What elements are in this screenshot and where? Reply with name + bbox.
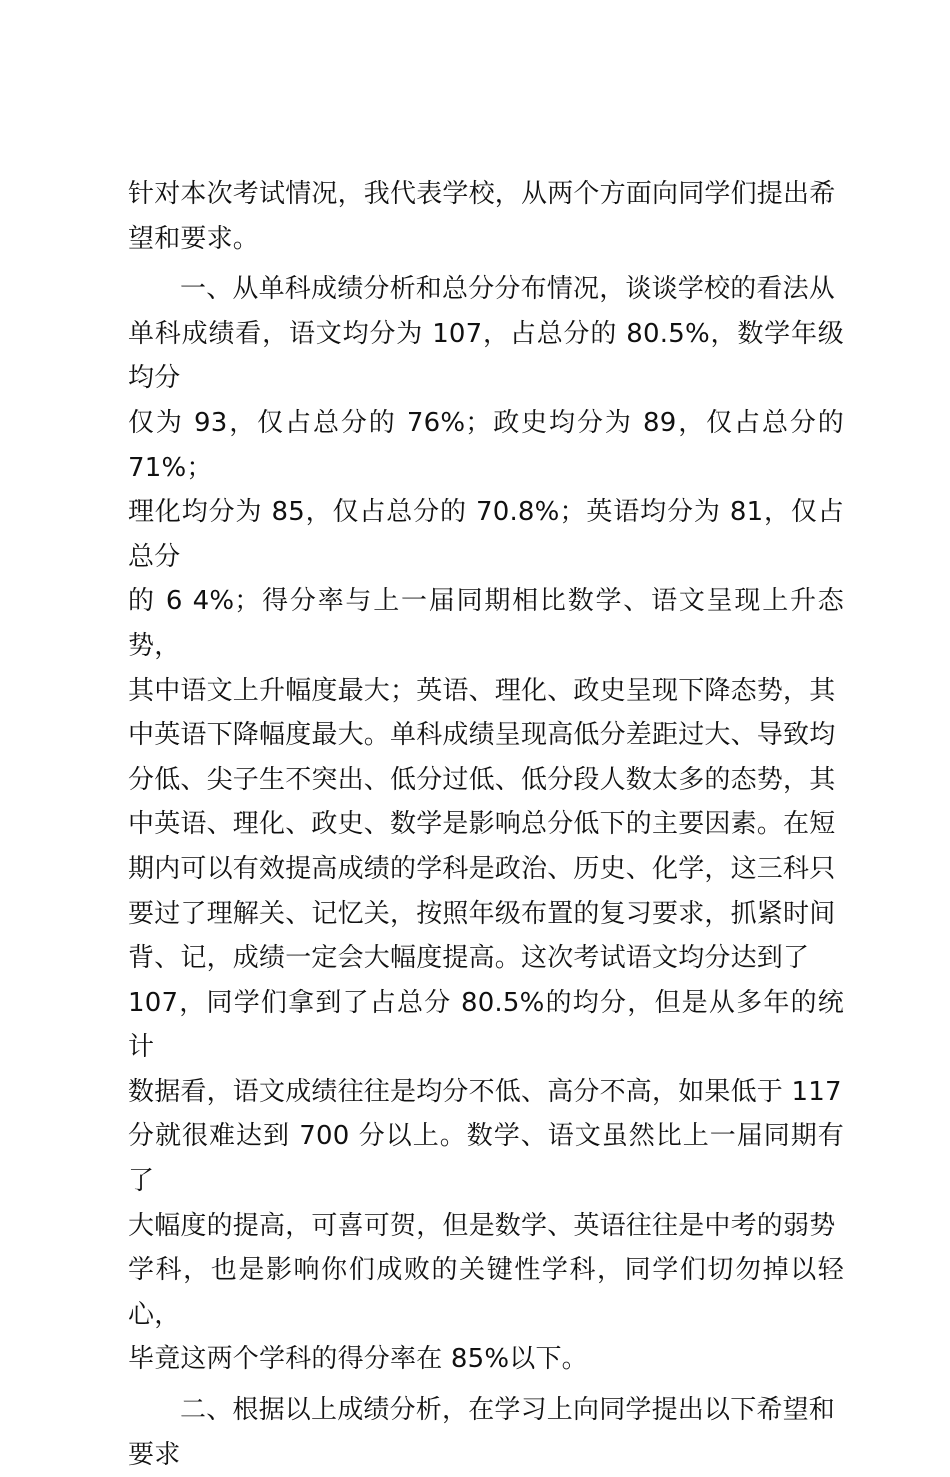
intro-paragraph: 针对本次考试情况，我代表学校，从两个方面向同学们提出希 望和要求。 [128, 179, 836, 254]
section-two-paragraph: 二、根据以上成绩分析，在学习上向同学提出以下希望和 要求 [128, 1395, 836, 1470]
document-body [128, 172, 844, 1477]
section-one-paragraph: 一、从单科成绩分析和总分分布情况，谈谈学校的看法从 单科成绩看，语文均分为 107，占总分的 80.5%，数学年级均分 仅为 93，仅占总分的 76%；政史均分为 89，仅占总分的 71%； 理化均分为 85，仅占总分的 70.8%；英语均分为 81，仅占总分 的 6 4%；得分率与上一届同期相比数学、语文呈现上升态势， 其中语文上升幅度最大；英语、理化、政史呈现下降态势，其 中英语下降幅度最大。单科成绩呈现高低分差距过大、导致均 分低、尖子生不突出、低分过低、低分段人数太多的态势，其 中英语、理化、政史、数学是影响总分低下的主要因素。在短 期内可以有效提高成绩的学科是政治、历史、化学，这三科只 要过了理解关、记忆关，按照年级布置的复习要求，抓紧时间 背、记，成绩一定会大幅度提高。这次考试语文均分达到了 107，同学们拿到了占总分 80.5%的均分，但是从多年的统计 数据看，语文成绩往往是均分不低、高分不高，如果低于 117 分就很难达到 700 分以上。数学、语文虽然比上一届同期有了 大幅度的提高，可喜可贺，但是数学、英语往往是中考的弱势 学科，也是影响你们成败的关键性学科，同学们切勿掉以轻心， 毕竟这两个学科的得分率在 85%以下。 [128, 274, 844, 1375]
